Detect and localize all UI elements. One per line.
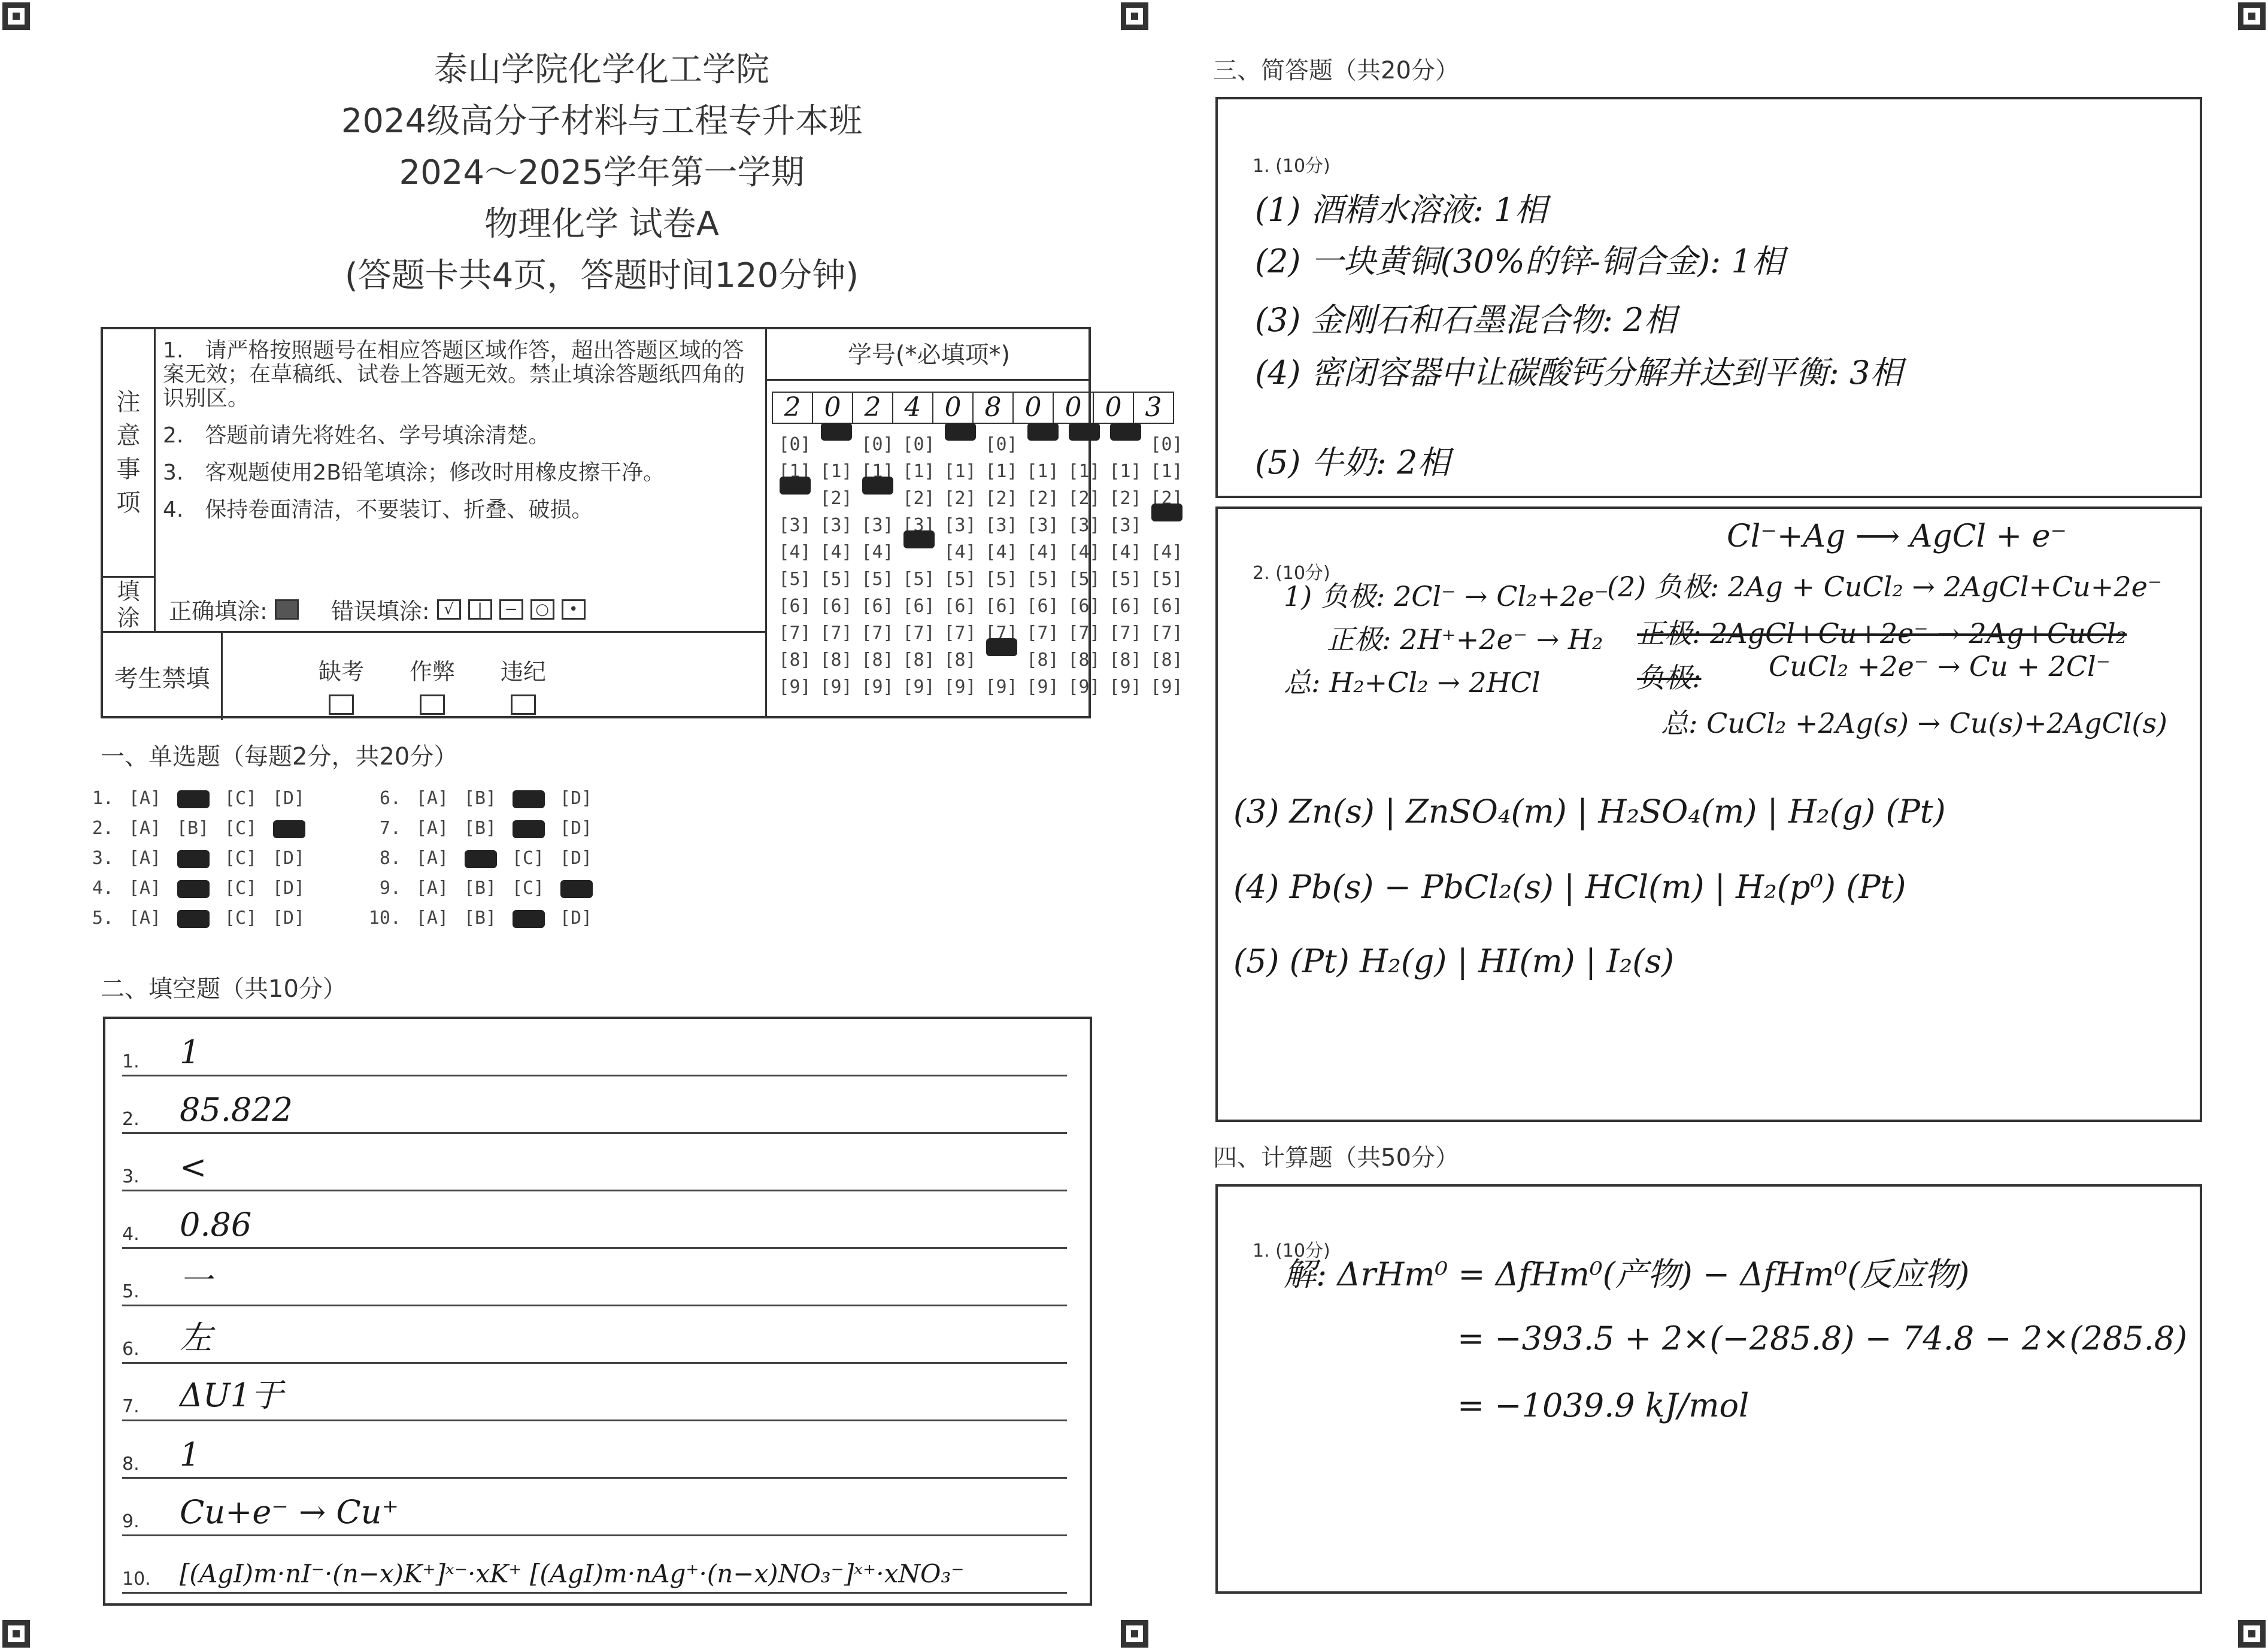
forbid-label: 考生禁填: [103, 633, 223, 720]
mcq-option-d[interactable]: [D]: [272, 788, 305, 809]
info-box: [101, 327, 1183, 718]
student-id-bubble[interactable]: [2]: [944, 488, 977, 509]
s3q2-p2-line-2: 正极: 2AgCl+Cu+2e⁻ → 2Ag+CuCl₂: [1637, 617, 2127, 650]
student-id-digit[interactable]: 0: [932, 392, 974, 424]
notice-item-3: 3. 客观题使用2B铅笔填涂；修改时用橡皮擦干净。: [163, 460, 665, 485]
forbid-cheat-checkbox[interactable]: [420, 694, 445, 715]
mcq-number: 7.: [379, 818, 401, 839]
student-id-bubble[interactable]: [2]: [1026, 488, 1059, 509]
student-id-bubble[interactable]: [1]: [944, 461, 977, 482]
student-id-bubble[interactable]: [2]: [1068, 488, 1100, 509]
fill-blank-answer: Cu+e⁻ → Cu⁺: [180, 1493, 399, 1531]
student-id-bubble[interactable]: [981, 638, 1022, 682]
student-id-bubble[interactable]: [1]: [1068, 461, 1100, 482]
student-id-bubble[interactable]: [8]: [861, 650, 894, 671]
mcq-option-d[interactable]: [552, 878, 600, 899]
student-id-digit[interactable]: 0: [812, 392, 853, 424]
student-id-bubble[interactable]: [898, 530, 939, 574]
student-id-bubble[interactable]: [1146, 504, 1187, 547]
mcq-item: [359, 848, 600, 869]
mcq-option-d[interactable]: [D]: [559, 848, 593, 869]
s3q2-p4: (4) Pb(s) − PbCl₂(s) | HCl(m) | H₂(p⁰) (Pt): [1233, 868, 1906, 906]
mcq-item: [359, 818, 600, 839]
student-id-digit[interactable]: 0: [1053, 392, 1094, 424]
student-id-bubble[interactable]: [4]: [1068, 542, 1100, 563]
student-id-bubble[interactable]: [1]: [820, 461, 853, 482]
student-id-bubble[interactable]: [1]: [1026, 461, 1059, 482]
header-college: 泰山学院化学化工学院: [434, 50, 769, 89]
bubble-row: [774, 566, 1187, 593]
student-id-bubble[interactable]: [0]: [1150, 434, 1183, 455]
student-id-bubble[interactable]: [1]: [902, 461, 935, 482]
fill-blank-row[interactable]: [122, 1421, 1067, 1479]
student-id-bubble[interactable]: [774, 477, 815, 520]
fill-blank-row[interactable]: [122, 1249, 1067, 1306]
student-id-bubble[interactable]: [5]: [778, 569, 811, 590]
notice-item-2: 2. 答题前请先将姓名、学号填涂清楚。: [163, 423, 550, 448]
mcq-option-b[interactable]: [B]: [463, 818, 497, 839]
mcq-item: [359, 878, 600, 899]
mcq-option-b[interactable]: [B]: [463, 878, 497, 899]
student-id-bubble[interactable]: [2]: [820, 488, 853, 509]
student-id-bubble[interactable]: [9]: [1026, 677, 1059, 697]
student-id-bubble[interactable]: [5]: [861, 569, 894, 590]
student-id-bubble[interactable]: [8]: [1026, 650, 1059, 671]
mcq-item: [72, 788, 313, 809]
section3-q2-box[interactable]: [1215, 506, 2202, 1122]
mcq-number: 5.: [92, 908, 114, 929]
student-id-bubble[interactable]: [7]: [1068, 623, 1100, 644]
student-id-bubble[interactable]: [2]: [902, 488, 935, 509]
mcq-option-b[interactable]: [B]: [463, 908, 497, 929]
mcq-option-c[interactable]: [C]: [224, 818, 257, 839]
header-exam-title: 物理化学 试卷A: [484, 205, 720, 244]
student-id-bubble[interactable]: [5]: [985, 569, 1018, 590]
fill-blank-row[interactable]: [122, 1364, 1067, 1421]
student-id-bubble[interactable]: [1]: [861, 461, 894, 482]
header-exam-note: (答题卡共4页，答题时间120分钟): [344, 256, 859, 295]
s3q1-line-3: (3) 金刚石和石墨混合物: 2相: [1255, 301, 1676, 339]
section1-title: 一、单选题（每题2分，共20分）: [101, 743, 458, 771]
student-id-bubble[interactable]: [7]: [778, 623, 811, 644]
student-id-bubble[interactable]: [8]: [944, 650, 977, 671]
student-id-bubble[interactable]: [4]: [1026, 542, 1059, 563]
fill-blank-answer: 1: [180, 1436, 201, 1473]
student-id-digit[interactable]: 3: [1133, 392, 1174, 424]
corner-marker-bottom-left: [2, 1620, 30, 1648]
fill-blank-answer: <: [180, 1148, 207, 1186]
mcq-option-a[interactable]: [A]: [416, 848, 449, 869]
mcq-option-d[interactable]: [265, 818, 313, 839]
student-id-bubble[interactable]: [5]: [1150, 569, 1183, 590]
fill-blank-row[interactable]: [122, 1306, 1067, 1364]
mcq-item: [72, 908, 313, 929]
student-id-bubble[interactable]: [5]: [820, 569, 853, 590]
bubble-row: [774, 539, 1187, 566]
student-id-bubble[interactable]: [3]: [778, 515, 811, 536]
student-id-bubble[interactable]: [6]: [985, 596, 1018, 617]
fill-blank-answer: 左: [180, 1319, 212, 1357]
section3-q1-box[interactable]: [1215, 97, 2202, 498]
mcq-option-c[interactable]: [C]: [224, 788, 257, 809]
fill-blank-number: 9.: [122, 1511, 140, 1532]
student-id-bubble[interactable]: [4]: [1109, 542, 1142, 563]
bubble-row: [774, 431, 1187, 458]
fill-blank-answer: [(AgI)m·nI⁻·(n−x)K⁺]ˣ⁻·xK⁺ [(AgI)m·nAg⁺·(n−x)NO₃⁻]ˣ⁺·xNO₃⁻: [180, 1559, 965, 1588]
student-id-bubble[interactable]: [1]: [778, 461, 811, 482]
student-id-bubble[interactable]: [6]: [778, 596, 811, 617]
mcq-option-b[interactable]: [169, 788, 217, 809]
fill-guide-label: 填 涂: [103, 576, 156, 631]
bubble-row: [774, 674, 1187, 700]
corner-marker-bottom-middle: [1121, 1620, 1148, 1648]
forbid-absent-checkbox[interactable]: [329, 694, 354, 715]
mcq-option-a[interactable]: [A]: [128, 908, 162, 929]
notice-item-4: 4. 保持卷面清洁，不要装订、折叠、破损。: [163, 498, 593, 522]
mcq-option-d[interactable]: [D]: [272, 848, 305, 869]
s3q2-p2-line-4: 总: CuCl₂ +2Ag(s) → Cu(s)+2AgCl(s): [1661, 707, 2167, 739]
mcq-number: 1.: [92, 788, 114, 809]
mcq-number: 9.: [379, 878, 401, 899]
bubble-row: [774, 512, 1187, 539]
mcq-option-b[interactable]: [456, 848, 504, 869]
section4-q1-number: 1. (10分): [1253, 1240, 1330, 1261]
fill-blank-answer: 一: [180, 1261, 212, 1299]
fill-blank-box: [103, 1017, 1092, 1606]
s3q2-p2-line-3: CuCl₂ +2e⁻ → Cu + 2Cl⁻: [1769, 650, 2111, 683]
student-id-bubble[interactable]: [0]: [902, 434, 935, 455]
section2-title: 二、填空题（共10分）: [101, 975, 347, 1003]
mcq-option-a[interactable]: [A]: [128, 818, 162, 839]
fill-blank-number: 2.: [122, 1109, 140, 1130]
mcq-option-c[interactable]: [504, 788, 552, 809]
mcq-option-b[interactable]: [169, 908, 217, 929]
student-id-bubble[interactable]: [9]: [944, 677, 977, 697]
mcq-option-a[interactable]: [A]: [416, 788, 449, 809]
bubble-row: [774, 458, 1187, 485]
fill-blank-row[interactable]: [122, 1536, 1067, 1594]
student-id-bubble[interactable]: [0]: [861, 434, 894, 455]
student-id-bubble[interactable]: [9]: [985, 677, 1018, 697]
fill-blank-number: 7.: [122, 1396, 140, 1417]
mcq-option-a[interactable]: [A]: [128, 788, 162, 809]
student-id-bubble[interactable]: [6]: [1150, 596, 1183, 617]
student-id-bubble[interactable]: [6]: [902, 596, 935, 617]
mcq-item: [72, 818, 313, 839]
student-id-bubble[interactable]: [7]: [985, 623, 1018, 644]
student-id-bubble[interactable]: [7]: [820, 623, 853, 644]
s4q1-line-2: = −393.5 + 2×(−285.8) − 74.8 − 2×(285.8): [1457, 1320, 2188, 1357]
student-id-bubble[interactable]: [1105, 423, 1146, 466]
mcq-number: 8.: [379, 848, 401, 869]
mcq-item: [72, 848, 313, 869]
student-id-bubble[interactable]: [3]: [902, 515, 935, 536]
student-id-bubble[interactable]: [7]: [861, 623, 894, 644]
student-id-bubble[interactable]: [8]: [778, 650, 811, 671]
mcq-option-a[interactable]: [A]: [128, 878, 162, 899]
notice-text: [163, 339, 762, 535]
fill-blank-number: 4.: [122, 1224, 140, 1245]
mcq-option-b[interactable]: [169, 848, 217, 869]
mcq-option-a[interactable]: [A]: [416, 908, 449, 929]
mcq-option-d[interactable]: [D]: [559, 788, 593, 809]
mcq-option-d[interactable]: [D]: [559, 908, 593, 929]
fill-blank-answer: ΔU1于: [180, 1376, 283, 1414]
student-id-bubble[interactable]: [3]: [944, 515, 977, 536]
student-id-bubble[interactable]: [6]: [820, 596, 853, 617]
section4-title: 四、计算题（共50分）: [1213, 1144, 1459, 1172]
s3q1-line-4: (4) 密闭容器中让碳酸钙分解并达到平衡: 3相: [1255, 354, 1903, 392]
mcq-option-a[interactable]: [A]: [416, 878, 449, 899]
mcq-option-b[interactable]: [B]: [463, 788, 497, 809]
mcq-option-d[interactable]: [D]: [559, 818, 593, 839]
student-id-bubble[interactable]: [3]: [861, 515, 894, 536]
student-id-bubble[interactable]: [4]: [985, 542, 1018, 563]
header-class: 2024级高分子材料与工程专升本班: [341, 102, 863, 141]
wrong-sample-dot: •: [562, 599, 586, 620]
s3q2-p1-line-2: 正极: 2H⁺+2e⁻ → H₂: [1327, 623, 1603, 656]
student-id-digit[interactable]: 0: [1093, 392, 1134, 424]
student-id-bubble[interactable]: [7]: [1026, 623, 1059, 644]
forbid-absent: 缺考: [319, 653, 364, 715]
forbid-violation: 违纪: [501, 653, 546, 715]
fill-blank-answer: 0.86: [180, 1206, 252, 1243]
student-id-bubble[interactable]: [9]: [861, 677, 894, 697]
student-id-bubble[interactable]: [5]: [1109, 569, 1142, 590]
mcq-option-c[interactable]: [C]: [511, 878, 545, 899]
fill-blank-number: 1.: [122, 1051, 140, 1072]
student-id-digits: [772, 392, 1173, 424]
student-id-bubble-grid: [774, 431, 1187, 700]
corner-marker-bottom-right: [2238, 1620, 2266, 1648]
student-id-bubble[interactable]: [4]: [820, 542, 853, 563]
forbid-row: [103, 631, 765, 718]
mcq-option-c[interactable]: [C]: [224, 848, 257, 869]
s3q1-line-2: (2) 一块黄铜(30%的锌-铜合金): 1相: [1255, 242, 1784, 280]
bubble-row: [774, 647, 1187, 674]
mcq-option-b[interactable]: [B]: [176, 818, 210, 839]
student-id-bubble[interactable]: [3]: [1026, 515, 1059, 536]
mcq-number: 3.: [92, 848, 114, 869]
s3q2-p1-line-1: 1) 负极: 2Cl⁻ → Cl₂+2e⁻: [1284, 580, 1609, 612]
mcq-option-d[interactable]: [D]: [272, 908, 305, 929]
fill-blank-answer: 85.822: [180, 1091, 293, 1129]
notice-label: 注 意 事 项: [103, 329, 156, 576]
student-id-bubble[interactable]: [939, 423, 981, 466]
student-id-bubble[interactable]: [4]: [861, 542, 894, 563]
student-id-digit[interactable]: 2: [852, 392, 893, 424]
student-id-bubble[interactable]: [0]: [985, 434, 1018, 455]
student-id-bubble[interactable]: [3]: [1068, 515, 1100, 536]
section3-q2-number: 2. (10分): [1253, 563, 1330, 584]
student-id-bubble[interactable]: [7]: [1150, 623, 1183, 644]
mcq-number: 6.: [379, 788, 401, 809]
student-id-digit[interactable]: 4: [892, 392, 933, 424]
header-term: 2024～2025学年第一学期: [399, 153, 805, 192]
student-id-bubble[interactable]: [5]: [1026, 569, 1059, 590]
student-id-bubble[interactable]: [7]: [902, 623, 935, 644]
fill-blank-row[interactable]: [122, 1479, 1067, 1536]
fill-guide-row: [169, 593, 586, 626]
fill-blank-row[interactable]: [122, 1076, 1067, 1134]
student-id-bubble[interactable]: [6]: [1026, 596, 1059, 617]
s3q1-line-5: (5) 牛奶: 2相: [1255, 444, 1450, 481]
fill-blank-number: 6.: [122, 1339, 140, 1360]
mcq-item: [359, 788, 600, 809]
student-id-bubble[interactable]: [6]: [1068, 596, 1100, 617]
corner-marker-top-left: [2, 2, 30, 30]
student-id-bubble[interactable]: [1]: [985, 461, 1018, 482]
wrong-fill-label: 错误填涂:: [331, 598, 430, 624]
s3q2-p2-top: Cl⁻+Ag ⟶ AgCl + e⁻: [1727, 518, 2067, 554]
corner-marker-top-middle: [1121, 2, 1148, 30]
student-id-bubble[interactable]: [4]: [778, 542, 811, 563]
s3q2-p1-line-3: 总: H₂+Cl₂ → 2HCl: [1284, 666, 1541, 699]
s3q2-p2-line-1: (2) 负极: 2Ag + CuCl₂ → 2AgCl+Cu+2e⁻: [1607, 571, 2163, 603]
mcq-option-c[interactable]: [504, 908, 552, 929]
student-id-bubble[interactable]: [2]: [1109, 488, 1142, 509]
wrong-sample-dash: −: [499, 599, 523, 620]
student-id-bubble[interactable]: [4]: [1150, 542, 1183, 563]
student-id-bubble[interactable]: [8]: [1068, 650, 1100, 671]
student-id-bubble[interactable]: [9]: [902, 677, 935, 697]
mcq-item: [72, 878, 313, 899]
fill-blank-answer: 1: [180, 1033, 201, 1071]
mcq-option-c[interactable]: [C]: [511, 848, 545, 869]
mcq-number: 4.: [92, 878, 114, 899]
student-id-bubble[interactable]: [9]: [778, 677, 811, 697]
student-id-bubble[interactable]: [1]: [1150, 461, 1183, 482]
s4q1-line-1: 解: ΔrHm⁰ = ΔfHm⁰(产物) − ΔfHm⁰(反应物): [1284, 1255, 1970, 1293]
wrong-sample-check: √: [437, 599, 461, 620]
fill-blank-number: 10.: [122, 1569, 151, 1590]
student-id-bubble[interactable]: [6]: [861, 596, 894, 617]
mcq-option-c[interactable]: [504, 818, 552, 839]
student-id-bubble[interactable]: [8]: [820, 650, 853, 671]
mcq-number: 2.: [92, 818, 114, 839]
student-id-bubble[interactable]: [4]: [944, 542, 977, 563]
student-id-bubble[interactable]: [1]: [1109, 461, 1142, 482]
section4-q1-box[interactable]: [1215, 1184, 2202, 1594]
fill-blank-row[interactable]: [122, 1191, 1067, 1249]
s3q2-p5: (5) (Pt) H₂(g) | HI(m) | I₂(s): [1233, 942, 1675, 980]
student-id-bubble[interactable]: [9]: [820, 677, 853, 697]
student-id-bubble[interactable]: [8]: [1150, 650, 1183, 671]
bubble-row: [774, 593, 1187, 620]
student-id-area: [765, 329, 1183, 718]
correct-fill-sample: [275, 599, 299, 620]
student-id-digit[interactable]: 8: [972, 392, 1014, 424]
mcq-number: 10.: [368, 908, 401, 929]
mcq-option-b[interactable]: [169, 878, 217, 899]
student-id-bubble[interactable]: [6]: [944, 596, 977, 617]
student-id-digit[interactable]: 2: [772, 392, 813, 424]
s4q1-line-3: = −1039.9 kJ/mol: [1457, 1387, 1749, 1424]
mcq-option-c[interactable]: [C]: [224, 908, 257, 929]
student-id-bubble[interactable]: [9]: [1109, 677, 1142, 697]
corner-marker-top-right: [2238, 2, 2266, 30]
student-id-bubble[interactable]: [3]: [1109, 515, 1142, 536]
student-id-title: 学号(*必填项*): [767, 329, 1091, 381]
fill-blank-row[interactable]: [122, 1019, 1067, 1076]
fill-blank-number: 5.: [122, 1281, 140, 1302]
student-id-bubble[interactable]: [815, 423, 857, 466]
forbid-cheat: 作弊: [410, 653, 455, 715]
student-id-bubble[interactable]: [7]: [944, 623, 977, 644]
fill-blank-row[interactable]: [122, 1134, 1067, 1191]
section3-q1-number: 1. (10分): [1253, 156, 1330, 177]
fill-blank-number: 8.: [122, 1454, 140, 1475]
student-id-bubble[interactable]: [857, 477, 898, 520]
student-id-bubble[interactable]: [3]: [985, 515, 1018, 536]
student-id-bubble[interactable]: [5]: [902, 569, 935, 590]
student-id-bubble[interactable]: [1022, 423, 1063, 466]
s3q2-p3: (3) Zn(s) | ZnSO₄(m) | H₂SO₄(m) | H₂(g) (Pt): [1233, 793, 1946, 830]
notice-item-1: 1. 请严格按照题号在相应答题区域作答，超出答题区域的答案无效；在草稿纸、试卷上答题无效。禁止填涂答题纸四角的识别区。: [163, 338, 745, 411]
student-id-bubble[interactable]: [0]: [778, 434, 811, 455]
student-id-bubble[interactable]: [5]: [1068, 569, 1100, 590]
student-id-bubble[interactable]: [7]: [1109, 623, 1142, 644]
bubble-row: [774, 485, 1187, 512]
student-id-digit[interactable]: 0: [1012, 392, 1054, 424]
student-id-bubble[interactable]: [1063, 423, 1105, 466]
mcq-option-a[interactable]: [A]: [416, 818, 449, 839]
section3-title: 三、简答题（共20分）: [1213, 57, 1459, 84]
s3q2-p2-struck-prefix: 负极:: [1637, 662, 1702, 694]
fill-blank-number: 3.: [122, 1166, 140, 1187]
forbid-violation-checkbox[interactable]: [511, 694, 536, 715]
correct-fill-label: 正确填涂:: [169, 598, 268, 624]
student-id-bubble[interactable]: [8]: [902, 650, 935, 671]
student-id-bubble[interactable]: [6]: [1109, 596, 1142, 617]
s3q1-line-1: (1) 酒精水溶液: 1相: [1255, 191, 1547, 229]
student-id-bubble[interactable]: [2]: [1150, 488, 1183, 509]
mcq-option-c[interactable]: [C]: [224, 878, 257, 899]
wrong-sample-bar: |: [468, 599, 492, 620]
student-id-bubble[interactable]: [3]: [820, 515, 853, 536]
mcq-option-a[interactable]: [A]: [128, 848, 162, 869]
mcq-item: [359, 908, 600, 929]
student-id-bubble[interactable]: [9]: [1068, 677, 1100, 697]
student-id-bubble[interactable]: [5]: [944, 569, 977, 590]
mcq-option-d[interactable]: [D]: [272, 878, 305, 899]
wrong-sample-circle: ○: [530, 599, 554, 620]
student-id-bubble[interactable]: [9]: [1150, 677, 1183, 697]
student-id-bubble[interactable]: [2]: [985, 488, 1018, 509]
student-id-bubble[interactable]: [8]: [1109, 650, 1142, 671]
